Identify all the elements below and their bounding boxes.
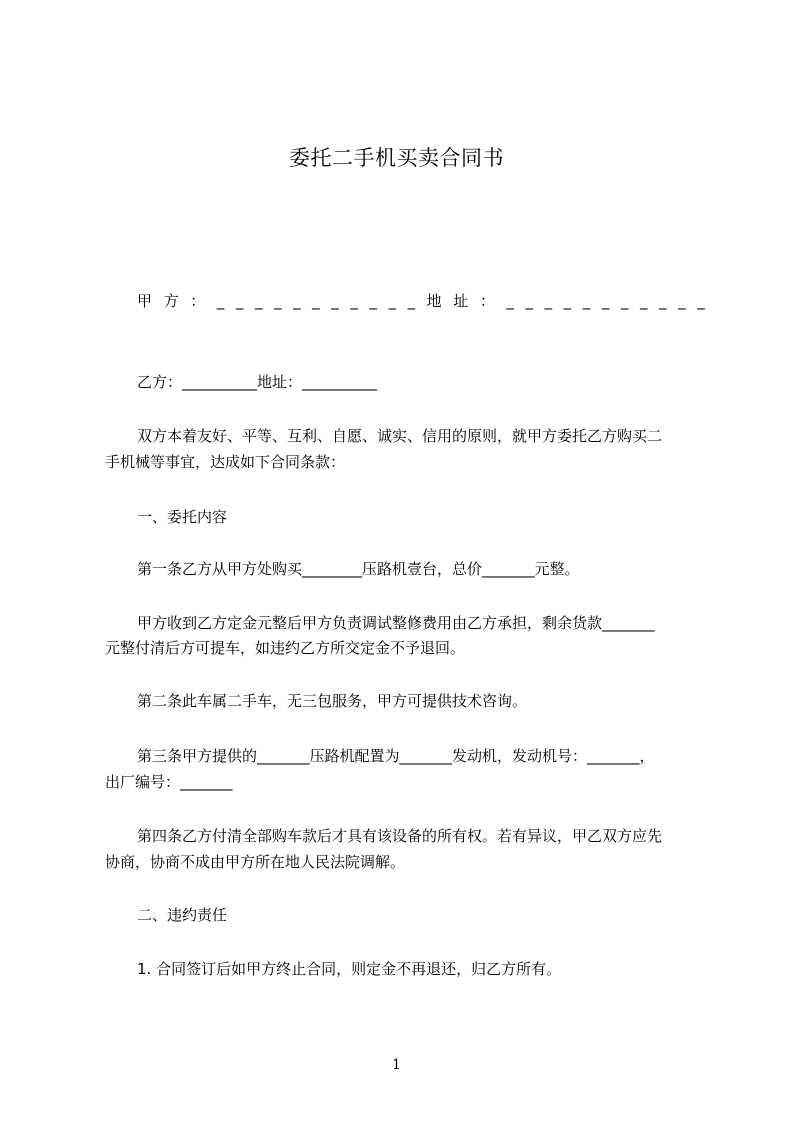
party-b-address-line: 乙方：__________地址：__________ xyxy=(137,373,378,391)
section-2-heading: 二、违约责任 xyxy=(137,906,228,924)
party-a-line-char: _ xyxy=(350,292,358,310)
party-a-line-char: _ xyxy=(216,292,225,310)
article-3-line-1: 第三条甲方提供的_______压路机配置为_______发动机，发动机号：_______， xyxy=(137,747,655,765)
party-a-line-char: _ xyxy=(620,292,629,310)
party-a-address-line xyxy=(137,290,705,313)
party-a-line-char: _ xyxy=(331,292,339,310)
party-a-line-char: 地 xyxy=(426,292,442,310)
party-a-line-char: _ xyxy=(254,292,263,310)
party-a-line-char: 方 xyxy=(163,292,179,310)
party-a-line-char: _ xyxy=(369,292,377,310)
page-number: 1 xyxy=(392,1057,401,1073)
party-a-line-char: ： xyxy=(479,292,495,310)
party-a-line-char: _ xyxy=(582,292,591,310)
party-a-line-char: _ xyxy=(659,292,667,310)
article-3-line-2: 出厂编号：_______ xyxy=(105,773,233,791)
article-4-line-2: 协商，协商不成由甲方所在地人民法院调解。 xyxy=(105,853,406,871)
liability-clause-1: 1. 合同签订后如甲方终止合同，则定金不再退还，归乙方所有。 xyxy=(137,960,562,978)
document-title: 委托二手机买卖合同书 xyxy=(289,146,504,170)
party-a-line-char: _ xyxy=(639,292,648,310)
article-2: 第二条此车属二手车，无三包服务，甲方可提供技术咨询。 xyxy=(137,692,528,710)
party-a-line-char: _ xyxy=(407,292,416,310)
party-a-line-char: _ xyxy=(388,292,396,310)
article-1: 第一条乙方从甲方处购买________压路机壹台，总价_______元整。 xyxy=(137,560,580,578)
intro-paragraph-line-2: 手机械等事宜，达成如下合同条款： xyxy=(105,453,346,471)
party-a-line-char: _ xyxy=(506,292,514,310)
party-a-line-char: _ xyxy=(563,292,572,310)
party-a-line-char: 址 xyxy=(453,292,469,310)
party-a-line-char: _ xyxy=(293,292,301,310)
party-a-line-char: _ xyxy=(525,292,533,310)
party-a-line-char: _ xyxy=(601,292,610,310)
party-a-line-char: ： xyxy=(190,292,206,310)
article-4-line-1: 第四条乙方付清全部购车款后才具有该设备的所有权。若有异议，甲乙双方应先 xyxy=(137,827,663,845)
party-a-line-char: _ xyxy=(697,292,705,310)
party-a-line-char: _ xyxy=(274,292,282,310)
party-a-line-char: 甲 xyxy=(137,292,153,310)
deposit-paragraph-line-2: 元整付清后方可提车，如违约乙方所交定金不予退回。 xyxy=(105,639,466,657)
deposit-paragraph-line-1: 甲方收到乙方定金元整后甲方负责调试整修费用由乙方承担，剩余货款_______ xyxy=(137,614,655,632)
party-a-line-char: _ xyxy=(312,292,320,310)
party-a-line-char: _ xyxy=(678,292,686,310)
party-a-line-char: _ xyxy=(235,292,244,310)
intro-paragraph-line-1: 双方本着友好、平等、互利、自愿、诚实、信用的原则，就甲方委托乙方购买二 xyxy=(137,427,663,445)
party-a-line-char: _ xyxy=(544,292,553,310)
section-1-heading: 一、委托内容 xyxy=(137,508,228,526)
